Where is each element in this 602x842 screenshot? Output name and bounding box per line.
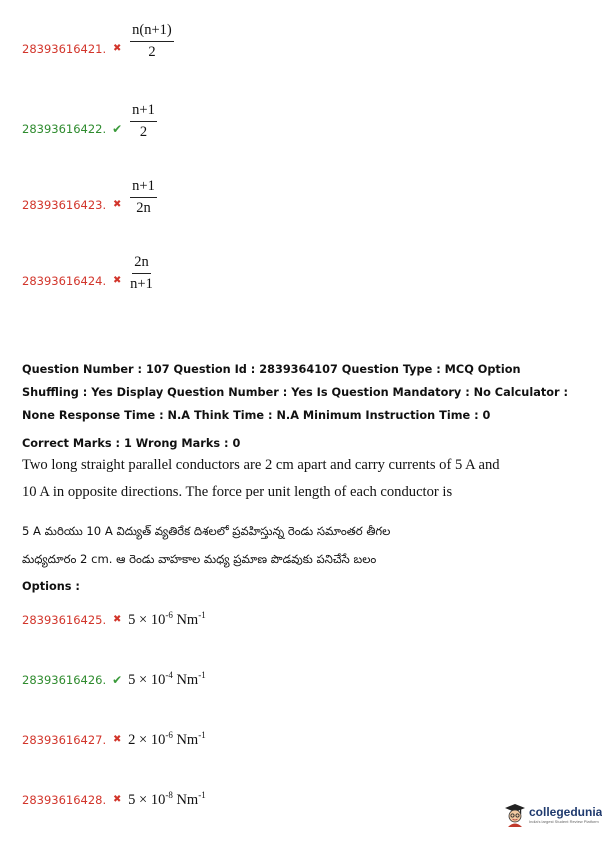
logo-name: collegedunia xyxy=(529,804,602,819)
option-fraction xyxy=(130,178,157,217)
option-id: 28393616423. xyxy=(22,197,107,212)
question-marks: Correct Marks : 1 Wrong Marks : 0 xyxy=(22,437,241,450)
value-exponent: -8 xyxy=(165,790,173,800)
option-28393616424 xyxy=(22,254,153,293)
option-id: 28393616426. xyxy=(22,672,107,687)
fraction-denominator: 2 xyxy=(139,124,148,140)
wrong-mark-icon: ✖ xyxy=(112,275,122,286)
value-exponent: -6 xyxy=(165,610,173,620)
question-text-english-line1: Two long straight parallel conductors are 2 cm apart and carry currents of 5 A and xyxy=(22,457,500,473)
option-value xyxy=(128,790,206,809)
option-28393616425 xyxy=(22,610,206,629)
fraction-numerator: n+1 xyxy=(130,102,157,122)
question-text-english-line2: 10 A in opposite directions. The force per unit length of each conductor is xyxy=(22,484,453,500)
option-id: 28393616428. xyxy=(22,792,107,807)
wrong-mark-icon: ✖ xyxy=(112,199,122,210)
fraction-numerator: 2n xyxy=(132,254,151,274)
option-value xyxy=(128,670,206,689)
wrong-mark-icon: ✖ xyxy=(112,43,122,54)
option-28393616422 xyxy=(22,102,157,141)
option-fraction xyxy=(130,22,174,61)
value-unit: Nm xyxy=(172,672,199,688)
option-id: 28393616422. xyxy=(22,121,107,136)
option-id: 28393616424. xyxy=(22,273,107,288)
fraction-numerator: n(n+1) xyxy=(130,22,174,42)
question-text-telugu-line2: మధ్యదూరం 2 cm. ఆ రెండు వాహకాల మధ్య ప్రమాణ పొడవుకు పనిచేసే బలం xyxy=(22,552,377,566)
value-exponent: -6 xyxy=(165,730,173,740)
fraction-numerator: n+1 xyxy=(130,178,157,198)
options-label: Options : xyxy=(22,580,80,593)
option-fraction xyxy=(130,102,157,141)
graduate-avatar-icon xyxy=(504,803,526,827)
check-mark-icon: ✔ xyxy=(112,121,123,136)
option-fraction xyxy=(130,254,153,293)
value-unit: Nm xyxy=(172,612,199,628)
wrong-mark-icon: ✖ xyxy=(112,794,122,805)
question-text-telugu-line1: 5 A మరియు 10 A విద్యుత్ వ్యతిరేక దిశలలో ప్రవహిస్తున్న రెండు సమాంతర తీగల xyxy=(22,524,391,538)
option-value xyxy=(128,610,206,629)
value-exponent: -4 xyxy=(165,670,173,680)
check-mark-icon: ✔ xyxy=(112,672,123,687)
value-unit: Nm xyxy=(172,732,199,748)
wrong-mark-icon: ✖ xyxy=(112,734,122,745)
logo-tagline: India's largest Student Review Platform xyxy=(529,818,599,824)
fraction-denominator: 2n xyxy=(136,200,151,216)
fraction-denominator: 2 xyxy=(148,44,156,60)
value-unit: Nm xyxy=(172,792,199,808)
option-id: 28393616421. xyxy=(22,41,107,56)
unit-exponent: -1 xyxy=(198,790,206,800)
fraction-denominator: n+1 xyxy=(130,276,153,292)
option-value xyxy=(128,730,206,749)
option-id: 28393616427. xyxy=(22,732,107,747)
option-id: 28393616425. xyxy=(22,612,107,627)
unit-exponent: -1 xyxy=(198,670,206,680)
option-28393616427 xyxy=(22,730,206,749)
unit-exponent: -1 xyxy=(198,730,206,740)
collegedunia-logo xyxy=(504,803,602,827)
question-meta: Question Number : 107 Question Id : 2839364107 Question Type : MCQ Option Shuffling : Yes Display Question Number : Yes Is Question Mandatory : No Calculator : None Response Time : N.A Think Time : N.A Minimum Instruction Time : 0 xyxy=(22,363,569,422)
option-28393616421 xyxy=(22,22,174,61)
value-coefficient: 5 × 10 xyxy=(128,672,166,688)
wrong-mark-icon: ✖ xyxy=(112,614,122,625)
unit-exponent: -1 xyxy=(198,610,206,620)
option-28393616423 xyxy=(22,178,157,217)
value-coefficient: 5 × 10 xyxy=(128,792,166,808)
value-coefficient: 2 × 10 xyxy=(128,732,166,748)
option-28393616426 xyxy=(22,670,206,689)
value-coefficient: 5 × 10 xyxy=(128,612,166,628)
option-28393616428 xyxy=(22,790,206,809)
